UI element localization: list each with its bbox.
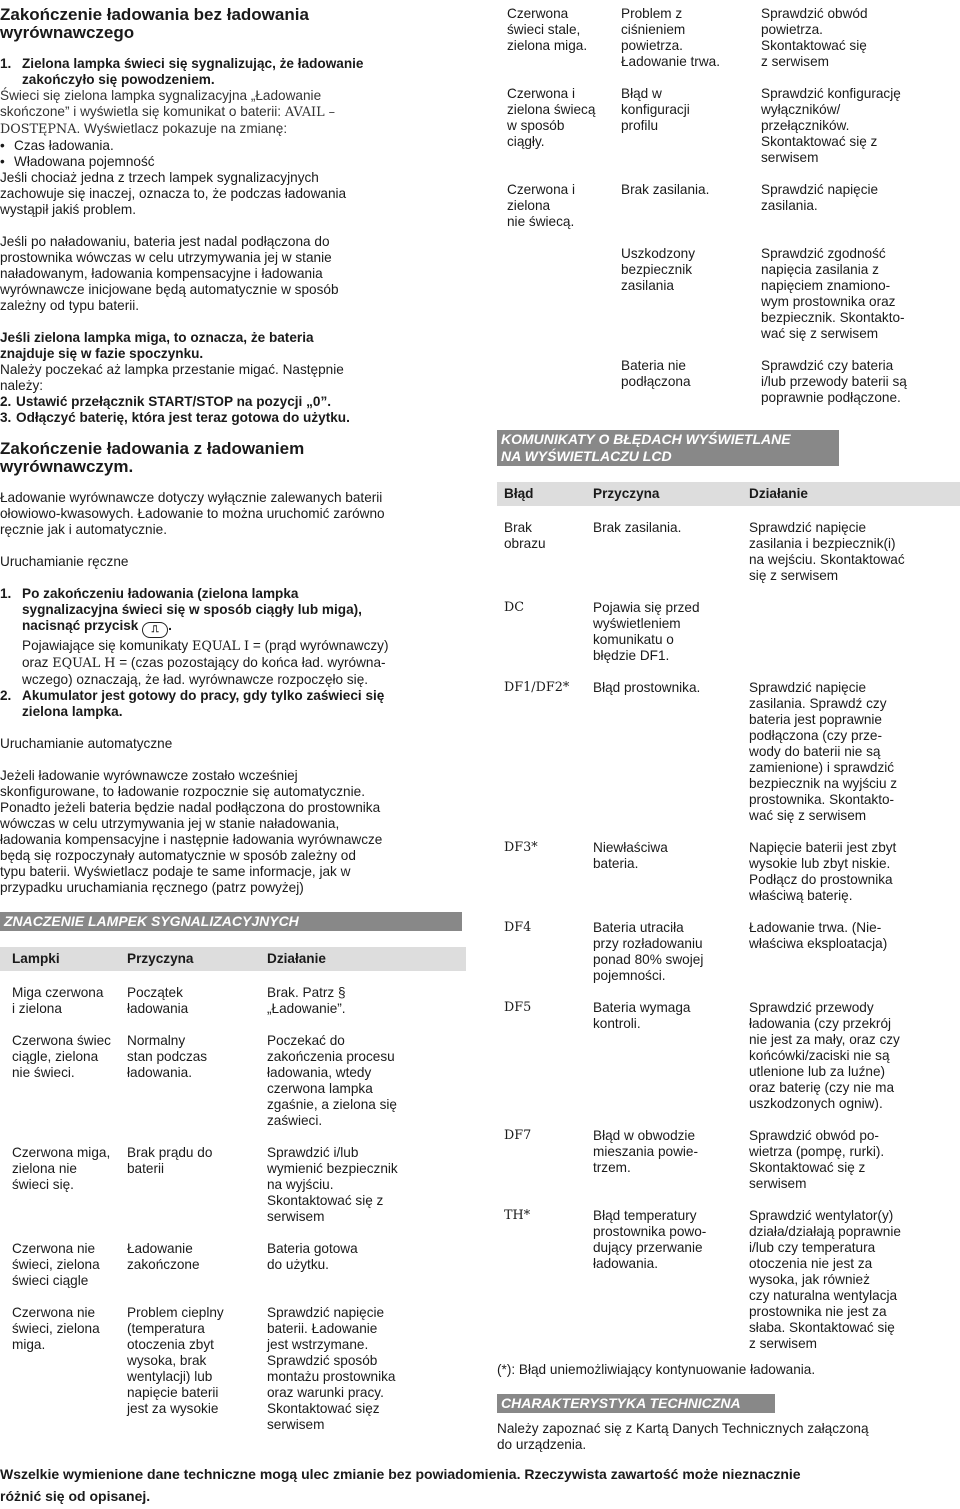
table-cell: Czerwona świec ciągle, zielona nie świeci. — [12, 1033, 111, 1080]
paragraph-green-lamp — [0, 88, 466, 138]
text-fragment: Pojawiające się komunikaty — [22, 638, 193, 653]
banner-lcd-errors: KOMUNIKATY O BŁĘDACH WYŚWIETLANE NA WYŚWIETLACZU LCD — [497, 430, 839, 466]
lamp-table-continued — [497, 6, 960, 406]
table-cell: Brak prądu do baterii — [127, 1145, 213, 1176]
table-cell: Sprawdzić napięcie zasilania. — [761, 182, 879, 213]
table-cell: DF4 — [504, 920, 532, 935]
bullet-charge-time — [0, 138, 466, 154]
text-fragment: . Wyświetlacz pokazuje na zmianę: — [76, 121, 288, 136]
table-cell: Czerwona i zielona świecą w sposób ciągły. — [507, 86, 596, 149]
table-cell: DF7 — [504, 1128, 532, 1143]
text-fragment: Po zakończeniu ładowania (zielona lampka sygnalizacyjna świeci się w sposób ciągły lub miga), nacisnąć przycisk — [22, 586, 362, 633]
table-row — [497, 6, 960, 70]
table-cell: Sprawdzić przewody ładowania (czy przekrój nie jest za mały, oraz czy końcówki/zaciski nie są utlenione lub za luźne) oraz baterię (czy nie ma uszkodzonych ogniw). — [749, 1000, 900, 1111]
table-cell: Sprawdzić napięcie zasilania i bezpiecznik(i) na wejściu. Skontaktować się z serwisem — [749, 520, 905, 583]
table-row — [0, 985, 466, 1017]
footnote: (*): Błąd uniemożliwiający kontynuowanie ładowania. — [497, 1362, 816, 1377]
header-cause: Przyczyna — [593, 486, 660, 501]
table-cell: Sprawdzić konfigurację wyłączników/ przełączników. Skontaktować się z serwisem — [761, 86, 901, 165]
text-fragment: . — [168, 618, 172, 633]
paragraph-technical: Należy zapoznać się z Kartą Danych Technicznych załączoną do urządzenia. — [497, 1421, 869, 1452]
banner-technical: CHARAKTERYSTYKA TECHNICZNA — [497, 1394, 775, 1413]
step-number: 1. — [0, 586, 12, 601]
paragraph-wait: Należy poczekać aż lampka przestanie migać. Następnie należy: — [0, 362, 344, 393]
table-cell: Czerwona nie świeci, zielona świeci ciągle — [12, 1241, 100, 1288]
table-row — [0, 1145, 466, 1225]
table-cell: Brak zasilania. — [593, 520, 682, 535]
table-cell: Problem z ciśnieniem powietrza. Ładowanie trwa. — [621, 6, 720, 69]
table-cell: Brak. Patrz § „Ładowanie”. — [267, 985, 346, 1016]
manual-step-2 — [0, 688, 466, 720]
table-row — [497, 1000, 960, 1112]
table-cell: Normalny stan podczas ładowania. — [127, 1033, 208, 1080]
table-cell: Sprawdzić i/lub wymienić bezpiecznik na wyjściu. Skontaktować się z serwisem — [267, 1145, 398, 1224]
header-action: Działanie — [749, 486, 808, 501]
table-cell: Napięcie baterii jest zbyt wysokie lub zbyt niskie. Podłącz do prostownika właściwą baterię. — [749, 840, 897, 903]
paragraph-problem: Jeśli chociaż jedna z trzech lampek sygnalizacyjnych zachowuje się inaczej, oznacza to, że podczas ładowania wystąpił jakiś problem. — [0, 170, 347, 217]
table-cell: Bateria nie podłączona — [621, 358, 691, 389]
step-number: 1. — [0, 56, 12, 71]
step-2 — [0, 394, 466, 410]
table-cell: Poczekać do zakończenia procesu ładowania, wtedy czerwona lampka zgaśnie, a zielona się zaświeci. — [267, 1033, 397, 1128]
subtitle-automatic: Uruchamianie automatyczne — [0, 736, 173, 751]
header-action: Działanie — [267, 951, 326, 966]
table-row — [497, 1208, 960, 1352]
table-cell: Uszkodzony bezpiecznik zasilania — [621, 246, 696, 293]
table-cell — [497, 246, 621, 342]
table-cell: Czerwona nie świeci, zielona miga. — [12, 1305, 100, 1352]
table-cell: Niewłaściwa bateria. — [593, 840, 668, 871]
step-number: 2. — [0, 688, 12, 703]
text-fragment: = (czas pozostający do końca ład. wyrówna- wczego) oznaczają, że ład. wyrównawcze rozpoczęło się. — [22, 655, 386, 687]
header-lamps: Lampki — [12, 951, 60, 966]
paragraph-equalization-info: Ładowanie wyrównawcze dotyczy wyłącznie zalewanych baterii ołowiowo-kwasowych. Ładowanie to można uruchomić zarówno ręcznie jak i automatycznie. — [0, 490, 385, 537]
table-cell: Czerwona i zielona nie świecą. — [507, 182, 575, 229]
table-row — [497, 246, 960, 342]
table-cell: Błąd w konfiguracji profilu — [621, 86, 690, 133]
table-cell: Problem cieplny (temperatura otoczenia zbyt wysoka, brak wentylacji) lub napięcie baterii jest za wysokie — [127, 1305, 224, 1416]
header-error: Błąd — [504, 486, 534, 501]
left-column — [0, 6, 466, 1433]
lcd-message-equal-i: EQUAL I — [192, 639, 250, 654]
step-3 — [0, 410, 466, 426]
table-cell: Sprawdzić napięcie baterii. Ładowanie jest wstrzymane. Sprawdzić sposób montażu prostownika oraz warunki pracy. Skontaktować sięz serwisem — [267, 1305, 396, 1432]
table-row — [0, 1241, 466, 1289]
bullet-text: Czas ładowania. — [14, 138, 114, 153]
table-cell: Pojawia się przed wyświetleniem komunikatu o błędzie DF1. — [593, 600, 700, 663]
table-cell: Bateria gotowa do użytku. — [267, 1241, 358, 1272]
table-cell: Błąd temperatury prostownika powo- dujący przerwanie ładowania. — [593, 1208, 707, 1271]
table-cell: Błąd prostownika. — [593, 680, 701, 695]
table-cell: Miga czerwona i zielona — [12, 985, 104, 1016]
step-text: Akumulator jest gotowy do pracy, gdy tylko zaświeci się zielona lampka. — [22, 688, 385, 719]
header-cause: Przyczyna — [127, 951, 194, 966]
text-fragment: = (prąd wyrównawczy) oraz — [22, 638, 389, 670]
text-fragment: Świeci się zielona lampka sygnalizacyjna „Ładowanie skończone” i wyświetla się komunikat o baterii: — [0, 88, 322, 119]
table-row — [497, 600, 960, 664]
table-cell: Ładowanie zakończone — [127, 1241, 200, 1272]
table-cell: Ładowanie trwa. (Nie- właściwa eksploatacja) — [749, 920, 888, 951]
lamp-table-body — [0, 985, 466, 1433]
table-row — [497, 86, 960, 166]
table-cell: Bateria utraciła przy rozładowaniu ponad 80% swojej pojemności. — [593, 920, 704, 983]
paragraph-automatic: Jeżeli ładowanie wyrównawcze zostało wcześniej skonfigurowane, to ładowanie rozpocznie się automatycznie. Ponadto jeżeli bateria będzie nadal podłączona do prostownika wówczas w celu utrzymywania jej w stanie naładowania, ładowania kompensacyjne i następnie ładowania wyrównawcze będą się rozpoczynały automatycznie w sposób zależny od typu baterii. Wyświetlacz podaje te same informacje, jak w przypadku uruchamiania ręcznego (patrz powyżej) — [0, 768, 383, 895]
table-cell: Sprawdzić wentylator(y) działa/działają poprawnie i/lub czy temperatura otoczenia nie jest za wysoka, jak również czy naturalna wentylacja prostownika nie jest za słaba. Skontaktować się z serwisem — [749, 1208, 901, 1351]
table-cell: Sprawdzić napięcie zasilania. Sprawdź czy bateria jest poprawnie podłączona (czy prze- wody do baterii nie są zamienione) i sprawdzić bezpiecznik na wyjściu z prostownika. Skontakto- wać się z serwisem — [749, 680, 898, 823]
table-cell: DF5 — [504, 1000, 532, 1015]
paragraph-equal-messages — [0, 638, 466, 688]
subtitle-manual: Uruchamianie ręczne — [0, 554, 129, 569]
table-cell: Początek ładowania — [127, 985, 189, 1016]
step-1 — [0, 56, 466, 88]
table-row — [497, 358, 960, 406]
table-row — [497, 680, 960, 824]
table-cell: Bateria wymaga kontroli. — [593, 1000, 691, 1031]
lcd-message-equal-h: EQUAL H — [52, 656, 116, 671]
step-number: 3. — [0, 410, 12, 425]
footer-disclaimer: Wszelkie wymienione dane techniczne mogą ulec zmianie bez powiadomienia. Rzeczywista zawartość może nieznacznie różnić się od opisanej. — [0, 1466, 801, 1504]
table-cell: Brak zasilania. — [621, 182, 710, 197]
table-cell: Czerwona świeci stale, zielona miga. — [507, 6, 588, 53]
error-table-body — [497, 520, 960, 1352]
section-title-no-equalization: Zakończenie ładowania bez ładowania wyrównawczego — [0, 5, 309, 42]
table-cell: TH* — [504, 1208, 531, 1223]
manual-step-1 — [0, 586, 466, 638]
table-row — [497, 520, 960, 584]
step-number: 2. — [0, 394, 12, 409]
table-cell: DC — [504, 600, 525, 615]
lamp-table-header — [0, 947, 466, 971]
step-text — [22, 586, 362, 638]
bullet-charged-capacity — [0, 154, 466, 170]
table-cell: Sprawdzić zgodność napięcia zasilania z napięciem znamiono- wym prostownika oraz bezpiecznik. Skontakto- wać się z serwisem — [761, 246, 905, 341]
error-table-header — [497, 482, 960, 506]
table-cell: Brak obrazu — [504, 520, 546, 551]
paragraph-green-blinking: Jeśli zielona lampka miga, to oznacza, że bateria znajduje się w fazie spoczynku. — [0, 330, 314, 361]
table-cell: Sprawdzić czy bateria i/lub przewody baterii są poprawnie podłączone. — [761, 358, 907, 405]
table-cell: Czerwona miga, zielona nie świeci się. — [12, 1145, 111, 1192]
table-row — [497, 840, 960, 904]
table-cell: DF3* — [504, 840, 538, 855]
right-column — [497, 6, 960, 1453]
section-title-equalization: Zakończenie ładowania z ładowaniem wyrównawczym. — [0, 439, 305, 476]
step-text: Zielona lampka świeci się sygnalizując, że ładowanie zakończyło się powodzeniem. — [22, 56, 364, 87]
lcd-message-avail: AVAIL – DOSTĘPNA — [0, 105, 336, 137]
table-cell: Błąd w obwodzie mieszania powie- trzem. — [593, 1128, 699, 1175]
table-row — [0, 1305, 466, 1433]
table-row — [0, 1033, 466, 1129]
table-cell: Sprawdzić obwód po- wietrza (pompę, rurki). Skontaktować się z serwisem — [749, 1128, 885, 1191]
table-row — [497, 1128, 960, 1192]
bullet-text: Władowana pojemność — [14, 154, 155, 169]
banner-lamp-meaning: ZNACZENIE LAMPEK SYGNALIZACYJNYCH — [0, 912, 462, 931]
table-cell — [749, 600, 949, 664]
step-text: Odłączyć baterię, która jest teraz gotowa do użytku. — [16, 410, 350, 425]
equalization-button-icon: ⎍ — [142, 622, 168, 638]
table-row — [497, 920, 960, 984]
paragraph-compensation: Jeśli po naładowaniu, bateria jest nadal podłączona do prostownika wówczas w celu utrzymywania jej w stanie naładowanym, ładowania kompensacyjne i ładowania wyrównawcze inicjowane będą automatycznie w sposób zależny od typu baterii. — [0, 234, 339, 313]
step-text: Ustawić przełącznik START/STOP na pozycji „0”. — [16, 394, 332, 409]
table-cell: Sprawdzić obwód powietrza. Skontaktować się z serwisem — [761, 6, 868, 69]
table-cell — [497, 358, 621, 406]
table-cell: DF1/DF2* — [504, 680, 570, 695]
table-row — [497, 182, 960, 230]
